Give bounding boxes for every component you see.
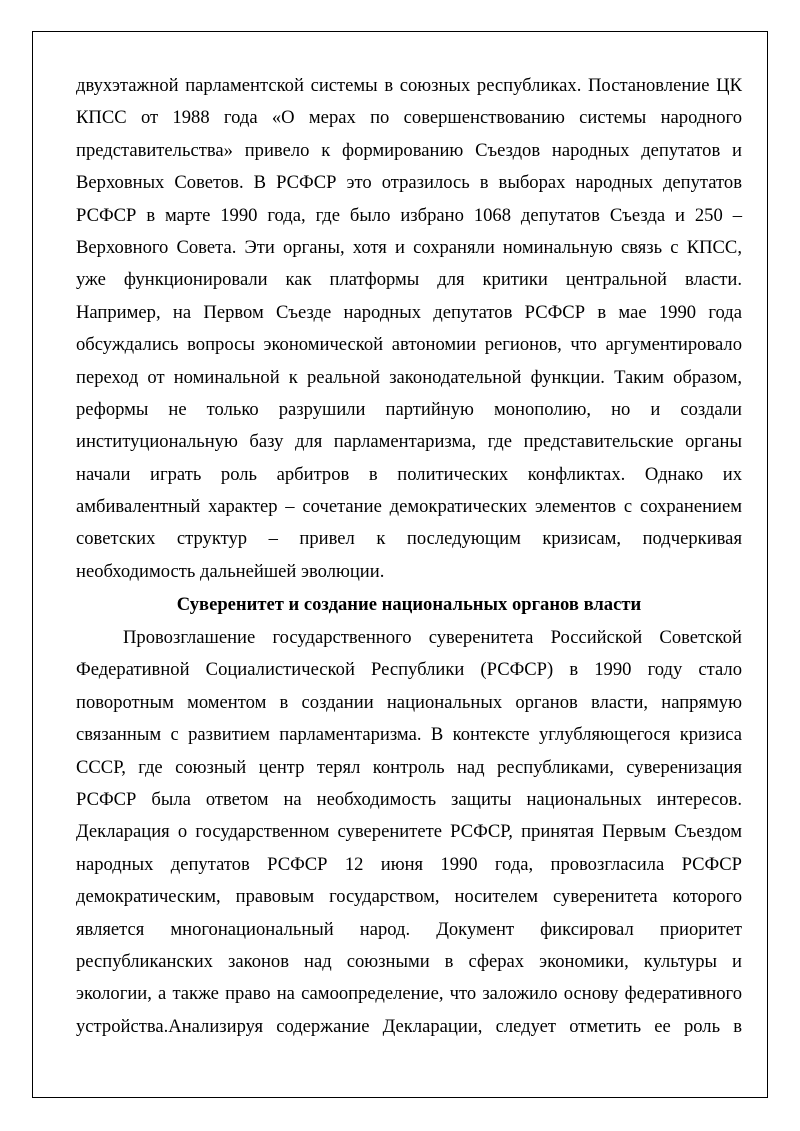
text-line: связанным с развитием парламентаризма. В контексте углубляющегося кризиса xyxy=(76,724,742,746)
text-line: республиканских законов над союзными в сферах экономики, культуры и xyxy=(76,950,742,972)
text-line: Декларация о государственном суверенитете РСФСР, принятая Первым Съездом xyxy=(76,821,742,843)
paragraph-2 xyxy=(76,622,742,1043)
text-line: обсуждались вопросы экономической автономии регионов, что аргументировало xyxy=(76,334,742,356)
text-line: КПСС от 1988 года «О мерах по совершенствованию системы народного xyxy=(76,107,742,129)
text-line: Например, на Первом Съезде народных депутатов РСФСР в мае 1990 года xyxy=(76,301,742,323)
text-line: Провозглашение государственного суверенитета Российской Советской xyxy=(123,627,742,648)
section-heading-container xyxy=(76,589,742,621)
section-heading: Суверенитет и создание национальных органов власти xyxy=(176,594,642,615)
text-line: начали играть роль арбитров в политических конфликтах. Однако их xyxy=(76,463,742,485)
text-line: институциональную базу для парламентаризма, где представительские органы xyxy=(76,431,742,453)
text-line: двухэтажной парламентской системы в союзных республиках. Постановление ЦК xyxy=(76,75,742,96)
text-line: реформы не только разрушили партийную монополию, но и создали xyxy=(76,398,742,420)
text-line: СССР, где союзный центр терял контроль над республиками, суверенизация xyxy=(76,756,742,778)
text-line: устройства.Анализируя содержание Декларации, следует отметить ее роль в xyxy=(76,1015,742,1037)
text-line: народных депутатов РСФСР 12 июня 1990 года, провозгласила РСФСР xyxy=(76,853,742,875)
text-line: представительства» привело к формированию Съездов народных депутатов и xyxy=(76,139,742,161)
text-line: РСФСР в марте 1990 года, где было избрано 1068 депутатов Съезда и 250 – xyxy=(76,204,742,226)
text-line: переход от номинальной к реальной законодательной функции. Таким образом, xyxy=(76,366,742,388)
text-line: уже функционировали как платформы для критики центральной власти. xyxy=(76,269,742,291)
text-line: советских структур – привел к последующим кризисам, подчеркивая xyxy=(76,528,742,550)
paragraph-1 xyxy=(76,70,742,588)
text-line: Федеративной Социалистической Республики (РСФСР) в 1990 году стало xyxy=(76,659,742,681)
text-line: экологии, а также право на самоопределение, что заложило основу федеративного xyxy=(76,983,742,1005)
text-line: поворотным моментом в создании национальных органов власти, напрямую xyxy=(76,691,742,713)
text-line: является многонациональный народ. Документ фиксировал приоритет xyxy=(76,918,742,940)
text-line: Верховного Совета. Эти органы, хотя и сохраняли номинальную связь с КПСС, xyxy=(76,236,742,258)
text-line: амбивалентный характер – сочетание демократических элементов с сохранением xyxy=(76,496,742,518)
text-line: необходимость дальнейшей эволюции. xyxy=(76,560,385,582)
text-line: демократическим, правовым государством, носителем суверенитета которого xyxy=(76,886,742,908)
text-line: Верховных Советов. В РСФСР это отразилось в выборах народных депутатов xyxy=(76,172,742,194)
text-line: РСФСР была ответом на необходимость защиты национальных интересов. xyxy=(76,788,742,810)
